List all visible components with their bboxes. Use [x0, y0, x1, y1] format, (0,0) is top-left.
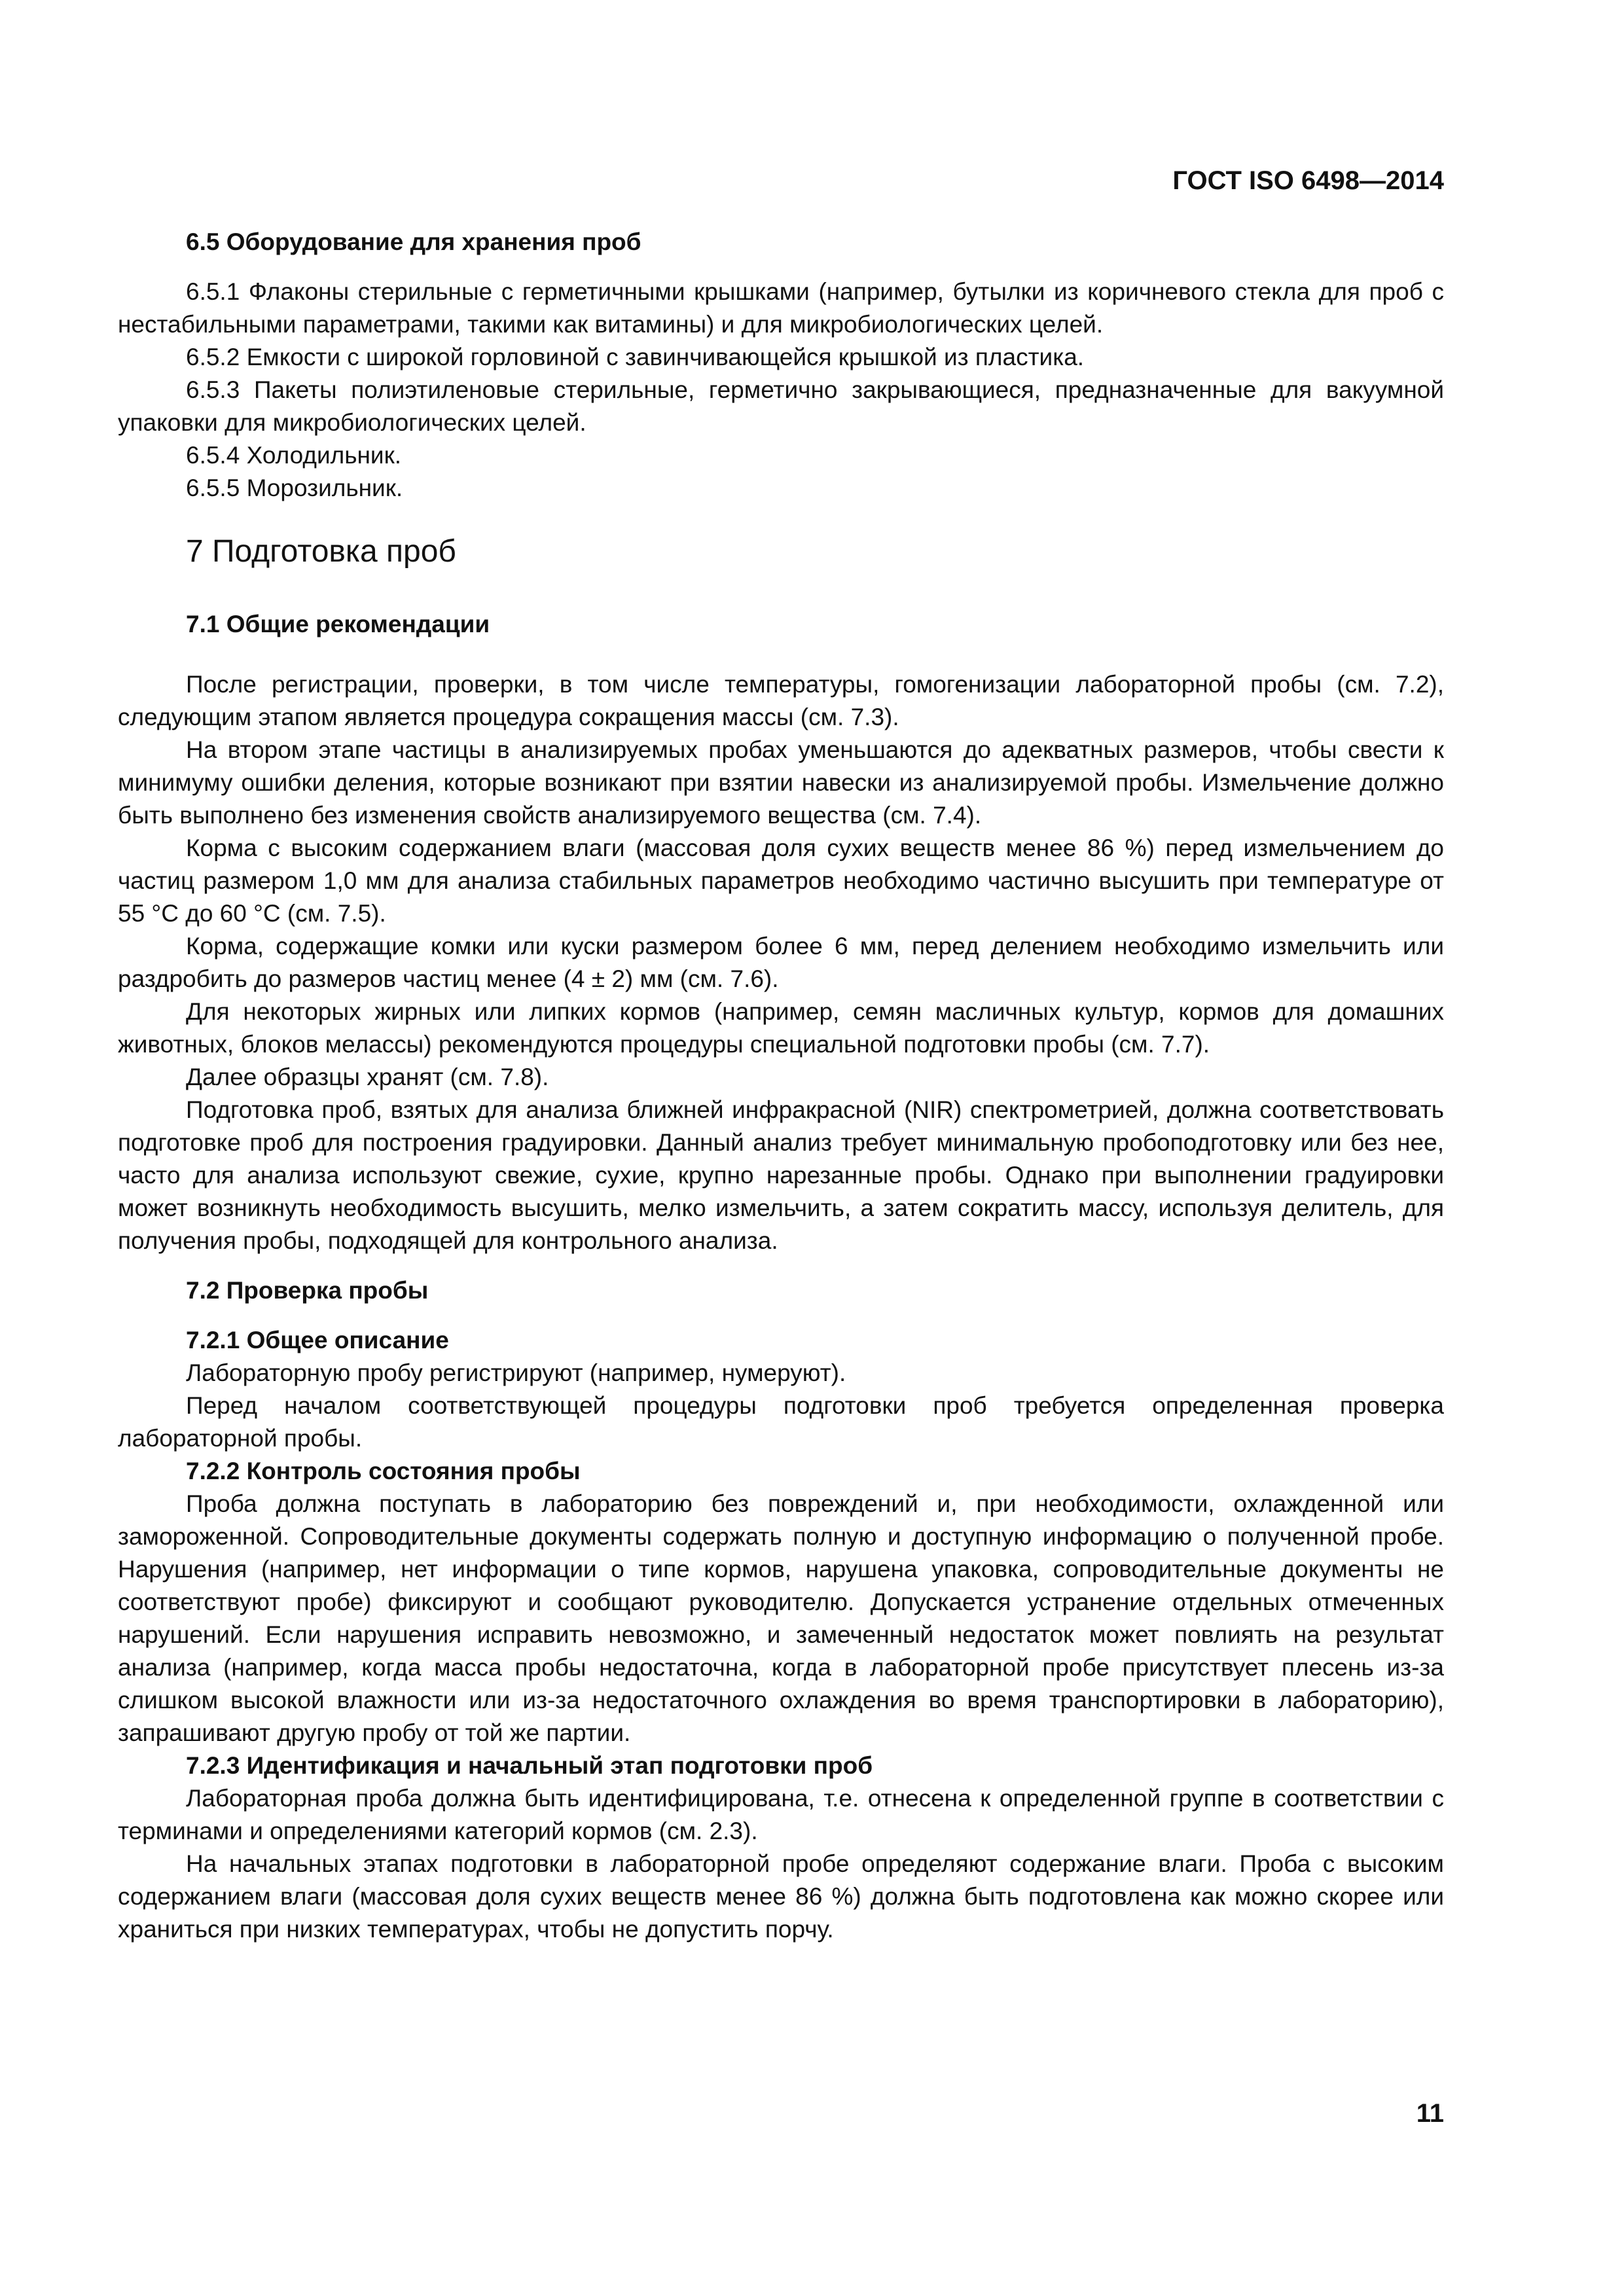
- section-7-2-2-heading: 7.2.2 Контроль состояния пробы: [186, 1458, 581, 1484]
- paragraph-6-5-2: 6.5.2 Емкости с широкой горловиной с завинчивающейся крышкой из пластика.: [186, 344, 1085, 370]
- paragraph-7-2-1-1: Лабораторную пробу регистрируют (например, нумеруют).: [186, 1359, 846, 1386]
- paragraph-7-1-7: Подготовка проб, взятых для анализа ближней инфракрасной (NIR) спектрометрией, должна соответствовать подготовке проб для построения градуировки. Данный анализ требует минимальную пробоподготовку или без нее, часто для анализа используют свежие, сухие, крупно нарезанные пробы. Однако при выполнении градуировки может возникнуть необходимость высушить, мелко измельчить, а затем сократить массу, используя делитель, для получения пробы, подходящей для контрольного анализа.: [118, 1096, 1444, 1254]
- section-6-5-heading: 6.5 Оборудование для хранения проб: [186, 228, 641, 255]
- paragraph-7-1-4: Корма, содержащие комки или куски размером более 6 мм, перед делением необходимо измельчить или раздробить до размеров частиц менее (4 ± 2) мм (см. 7.6).: [118, 933, 1444, 992]
- paragraph-7-1-5: Для некоторых жирных или липких кормов (например, семян масличных культур, кормов для домашних животных, блоков мелассы) рекомендуются процедуры специальной подготовки пробы (см. 7.7).: [118, 998, 1444, 1058]
- paragraph-6-5-1: 6.5.1 Флаконы стерильные с герметичными крышками (например, бутылки из коричневого стекла для проб с нестабильными параметрами, такими как витамины) и для микробиологических целей.: [118, 278, 1444, 338]
- paragraph-6-5-3: 6.5.3 Пакеты полиэтиленовые стерильные, герметично закрывающиеся, предназначенные для вакуумной упаковки для микробиологических целей.: [118, 376, 1444, 436]
- page-number: 11: [1416, 2099, 1444, 2128]
- paragraph-7-2-2-1: Проба должна поступать в лабораторию без повреждений и, при необходимости, охлажденной или замороженной. Сопроводительные документы содержать полную и доступную информацию о полученной пробе. Нарушения (например, нет информации о типе кормов, нарушена упаковка, сопроводительные документы не соответствуют пробе) фиксируют и сообщают руководителю. Допускается устранение отдельных отмеченных нарушений. Если нарушения исправить невозможно, и замеченный недостаток может повлиять на результат анализа (например, когда масса пробы недостаточна, когда в лабораторной пробе присутствует плесень из-за слишком высокой влажности или из-за недостаточного охлаждения во время транспортировки в лабораторию), запрашивают другую пробу от той же партии.: [118, 1490, 1444, 1746]
- paragraph-6-5-5: 6.5.5 Морозильник.: [186, 475, 403, 501]
- section-7-heading: 7 Подготовка проб: [186, 534, 456, 569]
- paragraph-7-2-1-2: Перед началом соответствующей процедуры подготовки проб требуется определенная проверка лабораторной пробы.: [118, 1392, 1444, 1452]
- section-7-2-1-heading: 7.2.1 Общее описание: [186, 1327, 449, 1354]
- paragraph-7-2-3-2: На начальных этапах подготовки в лабораторной пробе определяют содержание влаги. Проба с высоким содержанием влаги (массовая доля сухих веществ менее 86 %) должна быть подготовлена как можно скорее или храниться при низких температурах, чтобы не допустить порчу.: [118, 1850, 1444, 1943]
- paragraph-7-2-3-1: Лабораторная проба должна быть идентифицирована, т.е. отнесена к определенной группе в соответствии с терминами и определениями категорий кормов (см. 2.3).: [118, 1785, 1444, 1844]
- paragraph-7-1-6: Далее образцы хранят (см. 7.8).: [186, 1064, 549, 1090]
- section-7-2-3-heading: 7.2.3 Идентификация и начальный этап подготовки проб: [186, 1752, 873, 1779]
- paragraph-7-1-1: После регистрации, проверки, в том числе температуры, гомогенизации лабораторной пробы (см. 7.2), следующим этапом является процедура сокращения массы (см. 7.3).: [118, 671, 1444, 730]
- paragraph-7-1-2: На втором этапе частицы в анализируемых пробах уменьшаются до адекватных размеров, чтобы свести к минимуму ошибки деления, которые возникают при взятии навески из анализируемой пробы. Измельчение должно быть выполнено без изменения свойств анализируемого вещества (см. 7.4).: [118, 736, 1444, 829]
- standard-code: ГОСТ ISO 6498—2014: [1172, 166, 1444, 195]
- paragraph-7-1-3: Корма с высоким содержанием влаги (массовая доля сухих веществ менее 86 %) перед измельчением до частиц размером 1,0 мм для анализа стабильных параметров необходимо частично высушить при температуре от 55 °С до 60 °С (см. 7.5).: [118, 834, 1444, 927]
- page-content: [118, 226, 1444, 1946]
- section-7-2-heading: 7.2 Проверка пробы: [186, 1277, 429, 1304]
- section-7-1-heading: 7.1 Общие рекомендации: [186, 611, 490, 637]
- paragraph-6-5-4: 6.5.4 Холодильник.: [186, 442, 402, 469]
